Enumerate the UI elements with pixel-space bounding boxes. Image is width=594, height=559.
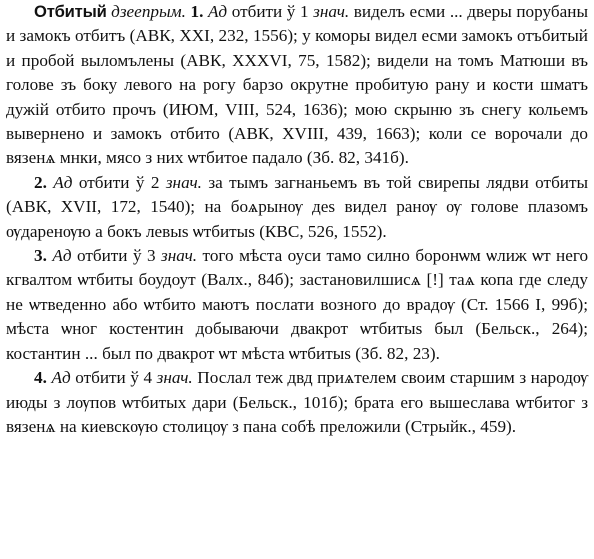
sense-paragraph-2	[6, 171, 588, 244]
sense-paragraph-4	[6, 366, 588, 439]
sense-head: отбити	[76, 246, 128, 266]
sense-ref: Ад	[52, 246, 72, 266]
sense-label: знач.	[156, 368, 193, 388]
sense-paragraph-3	[6, 244, 588, 366]
sense-number: 3.	[34, 246, 47, 266]
sense-index: ў 1	[286, 2, 309, 21]
sense-text: Послал теж двд приѧтелем своим старшим з народѹ июды з лѹпов ѡтбитых дари (Бельск., 101б); брата его вышеслава ѡтбитог з вязенѧ на киевскѹю столицѹ з пана собѣ преложили (Стрыйк., 459).	[6, 368, 589, 436]
sense-ref: Ад	[51, 368, 71, 388]
sense-label: знач.	[165, 172, 202, 192]
sense-head: отбити	[78, 172, 130, 192]
sense-text: за тымъ загнаньемъ въ той свирепы лядви отбиты (АВК, XVII, 172, 1540); на боѧрынѹ деs видел ранѹ ѹ голове плазомъ ѹдаренѹю а бокъ левыs ѡтбитыs (КВС, 526, 1552).	[6, 172, 589, 241]
sense-text: виделъ есми ... дверы порубаны и замокъ отбитъ (АВК, XXI, 232, 1556); у коморы видел есми замокъ отъбитый и пробой выломълены (АВК, XXXVI, 75, 1582); видели на томъ Матюши въ голове зъ боку левого на рогу барзо окрутне пробитую рану и кости шматъ дужій отбито прочъ (ИЮМ, VIII, 524, 1636); мою скрыню зъ снегу кольемъ вывернено и замокъ отбито (АВК, XVIII, 439, 1663); коли се ворочали до вязенѧ мнки, мясо з них ѡтбитое падало (Зб. 82, 341б).	[6, 2, 589, 168]
sense-number: 2.	[34, 172, 47, 192]
sense-ref: Ад	[207, 2, 228, 21]
sense-text: того мѣста оуси тамо силно боронѡм ѡлиж ѡт него кгвалтом ѡтбиты боудоут (Валх., 84б); застановилшисѧ [!] таѧ копа где следу не ѡтведенно або ѡтбито маютъ послати возного до врадѹ (Ст. 1566 I, 99б); мѣста ѡног костентин добываючи двакрот ѡтбитыs был (Бельск., 264); костантин ... был по двакрот ѡт мѣста ѡтбитыs (Зб. 82, 23).	[6, 246, 589, 363]
entry-headword: Отбитый	[34, 2, 107, 21]
sense-label: знач.	[313, 2, 350, 21]
sense-number: 4.	[34, 368, 47, 388]
sense-label: знач.	[161, 246, 198, 266]
sense-index: ў 2	[135, 172, 160, 192]
entry-grammar-label: дзеепрым.	[111, 2, 186, 21]
sense-head: отбити	[75, 368, 126, 388]
sense-number: 1.	[190, 2, 204, 21]
sense-index: ў 3	[132, 246, 156, 266]
sense-ref: Ад	[53, 172, 73, 192]
sense-head: отбити	[231, 2, 283, 21]
sense-paragraph-1	[6, 0, 588, 171]
sense-index: ў 4	[130, 368, 153, 388]
